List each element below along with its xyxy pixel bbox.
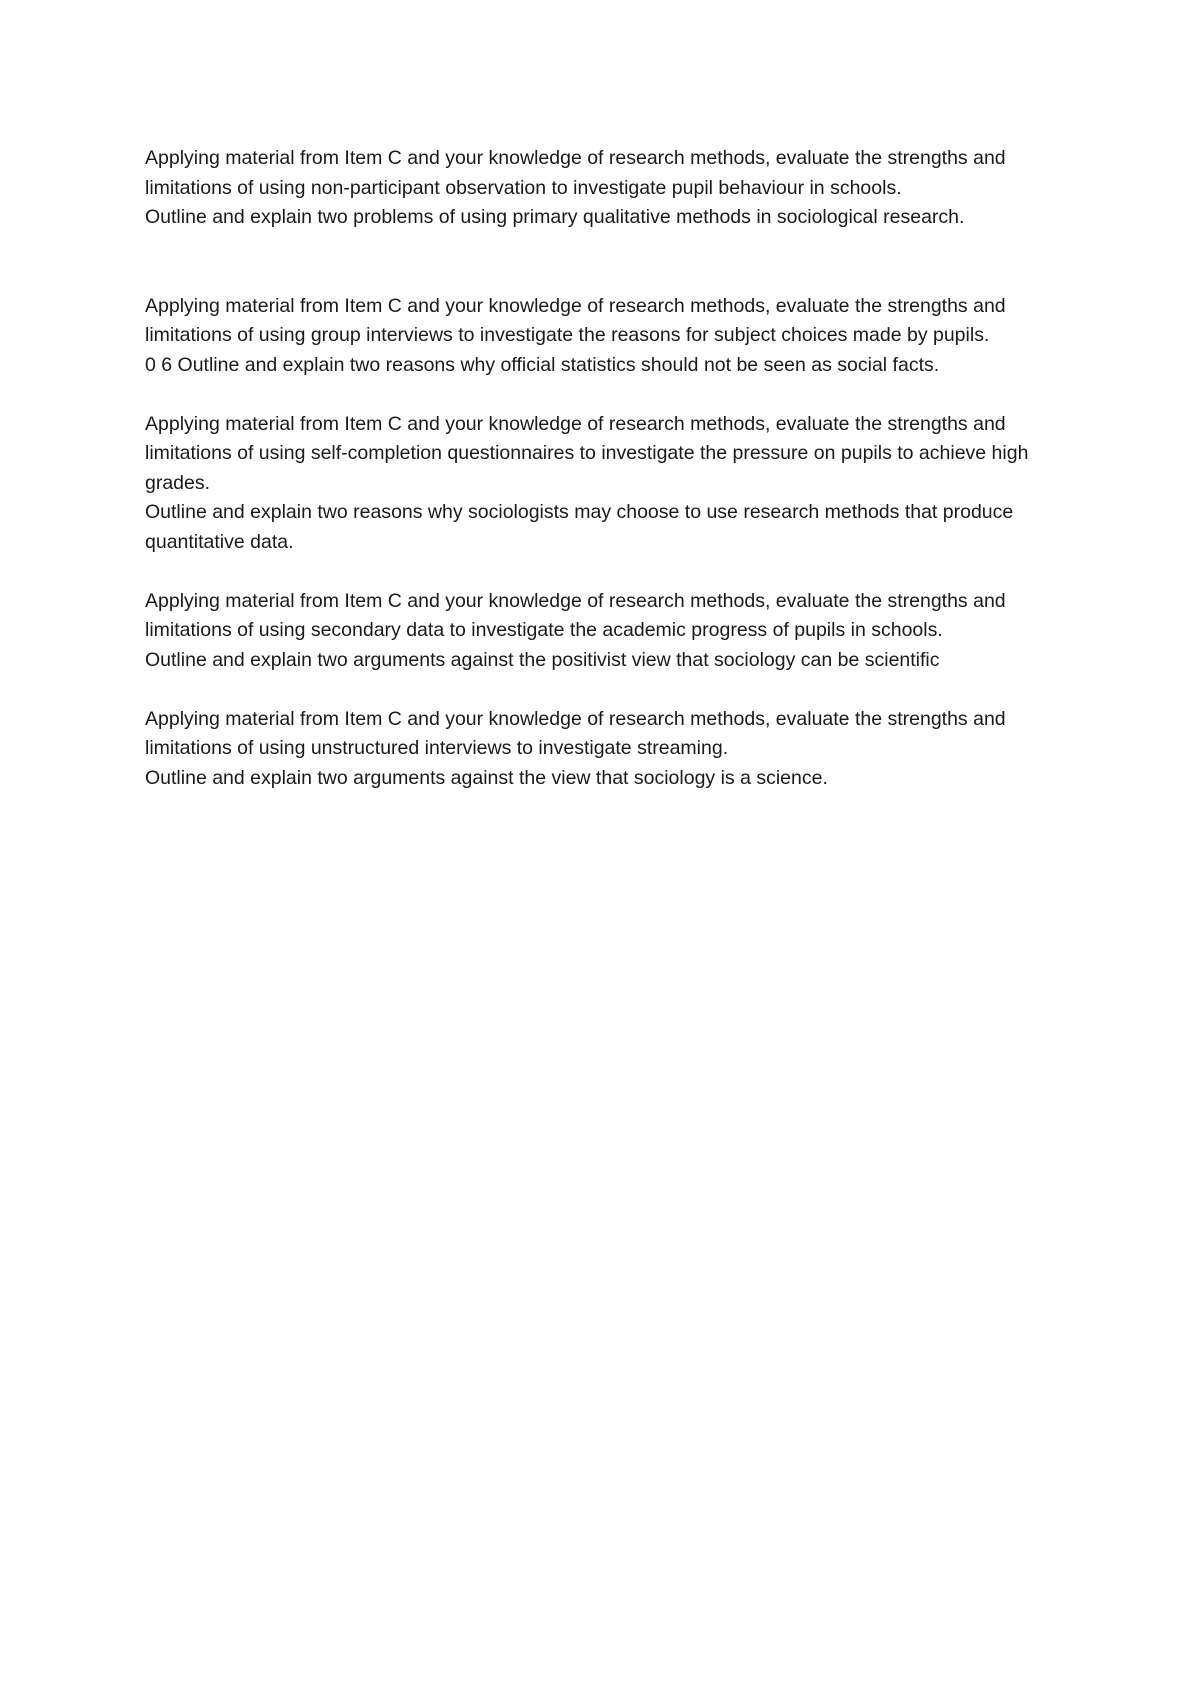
question-outline-qualitative: Outline and explain two problems of using primary qualitative methods in sociological research. (145, 206, 965, 228)
document-body (145, 144, 1065, 823)
question-block-1 (145, 144, 1065, 233)
question-evaluate-observation: Applying material from Item C and your knowledge of research methods, evaluate the strengths and limitations of using non-participant observation to investigate pupil behaviour in schools. (145, 147, 1006, 199)
question-block-3 (145, 410, 1065, 558)
question-evaluate-questionnaires: Applying material from Item C and your knowledge of research methods, evaluate the strengths and limitations of using self-completion questionnaires to investigate the pressure on pupils to achieve high grades. (145, 412, 1029, 494)
question-outline-science: Outline and explain two arguments against the view that sociology is a science. (145, 766, 828, 789)
question-evaluate-secondary-data: Applying material from Item C and your knowledge of research methods, evaluate the strengths and limitations of using secondary data to investigate the academic progress of pupils in schools. (145, 589, 1006, 641)
question-outline-official-statistics: 0 6 Outline and explain two reasons why official statistics should not be seen as social facts. (145, 353, 940, 376)
question-outline-positivist: Outline and explain two arguments against the positivist view that sociology can be scientific (145, 648, 940, 671)
question-block-4 (145, 587, 1065, 676)
question-evaluate-group-interviews: Applying material from Item C and your knowledge of research methods, evaluate the strengths and limitations of using group interviews to investigate the reasons for subject choices made by pupils. (145, 294, 1006, 346)
question-outline-quantitative: Outline and explain two reasons why sociologists may choose to use research methods that produce quantitative data. (145, 501, 1014, 553)
question-block-5 (145, 705, 1065, 794)
question-block-2 (145, 292, 1065, 381)
question-evaluate-unstructured-interviews: Applying material from Item C and your knowledge of research methods, evaluate the strengths and limitations of using unstructured interviews to investigate streaming. (145, 707, 1006, 759)
